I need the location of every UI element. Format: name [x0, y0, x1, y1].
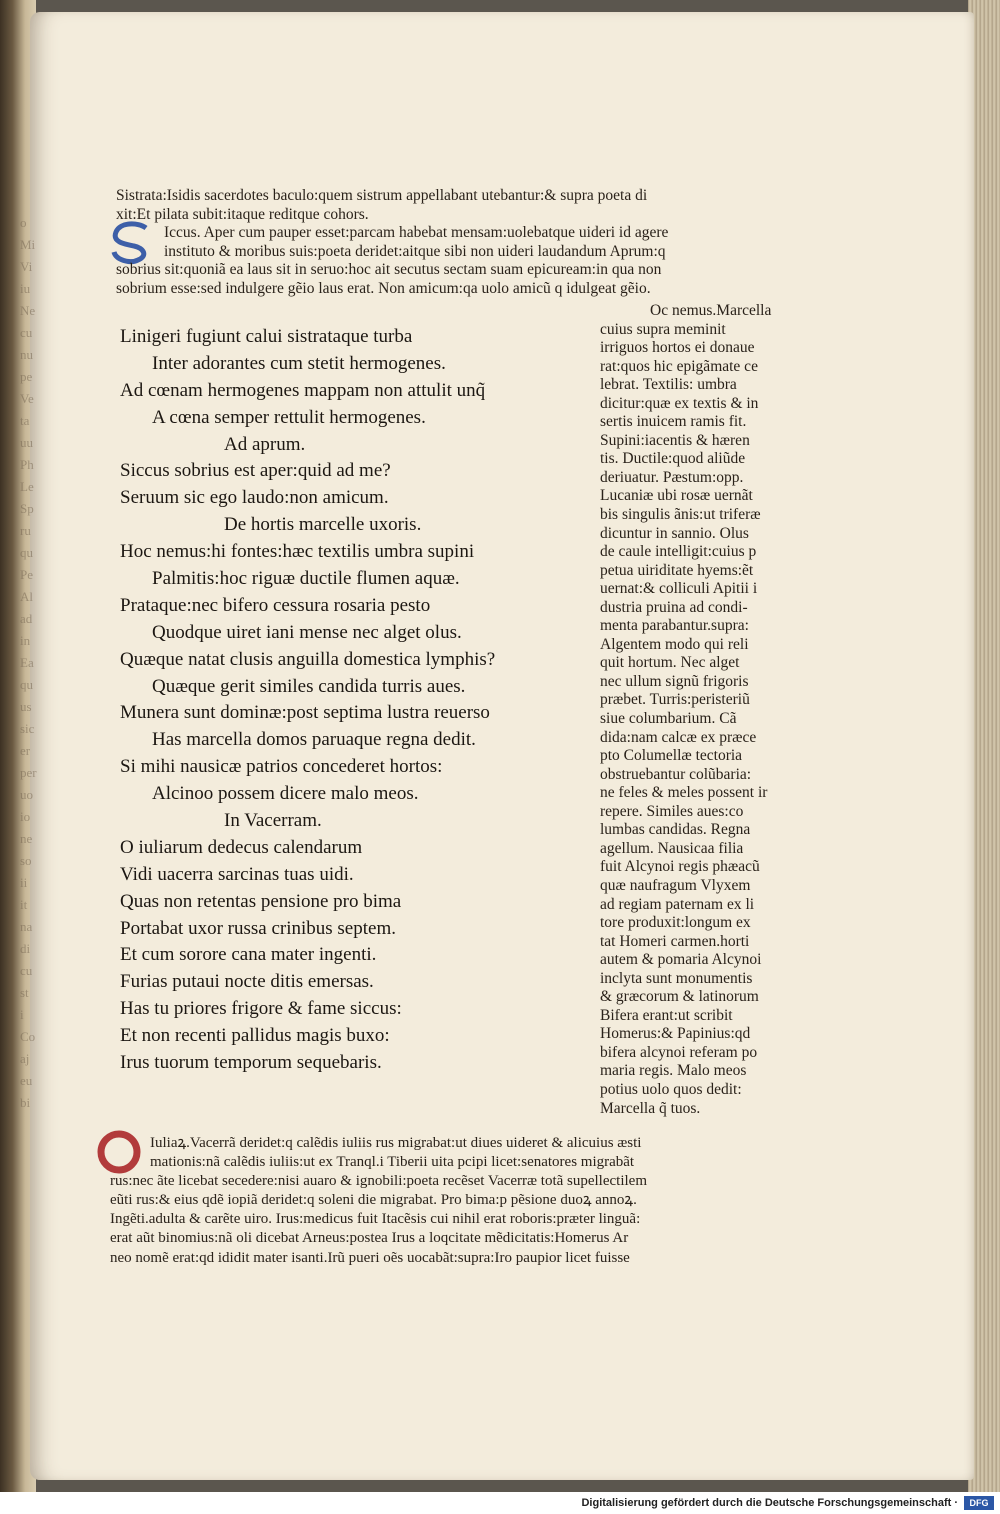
verso-fragment: per: [20, 765, 37, 780]
commentary-line: uernat:& colliculi Apitii i: [600, 580, 758, 598]
header-line: sobrius sit:quoniã ea laus sit in seruo:hoc ait secutus sectam suam epicuream:in qua non: [116, 261, 662, 278]
commentary-line: dustria pruina ad condi-: [600, 598, 748, 616]
commentary-line: & græcorum & latinorum: [600, 988, 759, 1006]
commentary-line: dicitur:quæ ex textis & in: [600, 394, 759, 412]
poem-line: Has marcella domos paruaque regna dedit.: [152, 729, 476, 751]
commentary-line: autem & pomaria Alcynoi: [600, 951, 762, 969]
verso-fragment: ad: [20, 611, 33, 626]
commentary-line: repere. Similes aues:co: [600, 802, 744, 820]
poem-line: Munera sunt dominæ:post septima lustra reuerso: [120, 702, 490, 724]
verso-fragment: Ne: [20, 303, 36, 318]
poem-line: Linigeri fugiunt calui sistrataque turba: [120, 326, 413, 347]
poem-line: Et non recenti pallidus magis buxo:: [120, 1025, 390, 1047]
verso-fragment: Ve: [20, 391, 34, 406]
verso-fragment: di: [20, 941, 31, 956]
verso-fragment: ii: [20, 875, 28, 890]
header-commentary: [116, 187, 816, 298]
verso-fragment: io: [20, 809, 31, 824]
credit-text: Digitalisierung gefördert durch die Deutsche Forschungsgemeinschaft ·: [581, 1497, 958, 1509]
commentary-line: menta parabantur.supra:: [600, 617, 749, 635]
commentary-line: fuit Alcynoi regis phæacũ: [600, 858, 760, 876]
verso-fragment: iu: [20, 281, 31, 296]
commentary-line: nec ullum signũ frigoris: [600, 672, 749, 690]
verso-fragment: in: [20, 633, 31, 648]
commentary-line: potius uolo quos dedit:: [600, 1080, 742, 1098]
verso-fragment: nu: [20, 347, 33, 362]
poem-line: O iuliarum dedecus calendarum: [120, 836, 363, 858]
commentary-line: Marcella q̃ tuos.: [600, 1099, 701, 1117]
commentary-line: deriuatur. Pæstum:opp.: [600, 468, 744, 486]
commentary-line: irriguos hortos ei donaue: [600, 339, 755, 357]
poem-line: Siccus sobrius est aper:quid ad me?: [120, 460, 391, 482]
header-line: xit:Et pilata subit:itaque reditque cohors.: [116, 205, 369, 223]
poem-line: Has tu priores frigore & fame siccus:: [120, 998, 402, 1020]
verso-fragment: ru: [20, 523, 31, 538]
commentary-line: sertis inuicem ramis fit.: [600, 413, 747, 431]
poem-line: Alcinoo possem dicere malo meos.: [152, 783, 419, 805]
poem-line: Et cum sorore cana mater ingenti.: [120, 944, 377, 966]
verso-fragment: so: [20, 853, 32, 868]
poem-line: Vidi uacerra sarcinas tuas uidi.: [120, 863, 354, 885]
commentary-line: pto Columellæ tectoria: [600, 747, 743, 765]
commentary-line: ad regiam paternam ex li: [600, 895, 755, 913]
verso-fragment: sic: [20, 721, 35, 736]
poem-line: Palmitis:hoc riguæ ductile flumen aquæ.: [152, 568, 460, 590]
commentary-line: cuius supra meminit: [600, 320, 726, 338]
verso-fragment: Le: [20, 479, 34, 494]
verso-fragment: pe: [20, 369, 33, 384]
poem-line: Si mihi nausicæ patrios concederet hortos:: [120, 756, 443, 778]
commentary-line: de caule intelligit:cuius p: [600, 543, 757, 561]
verso-fragment: ta: [20, 413, 30, 428]
book-page: [20, 12, 974, 1480]
commentary-line: bis singulis ãnis:ut triferæ: [600, 506, 761, 524]
commentary-line: tore produxit:longum ex: [600, 914, 751, 932]
header-line: Iccus. Aper cum pauper esset:parcam habebat mensam:uolebatque uideri id agere: [164, 224, 669, 241]
verso-fragment: ne: [20, 831, 33, 846]
commentary-line: rat:quos hic epigãmate ce: [600, 357, 758, 375]
poem-line: Prataque:nec bifero cessura rosaria pesto: [120, 594, 431, 616]
verso-fragment: eu: [20, 1073, 33, 1088]
verso-bleed-through: [20, 212, 82, 1132]
verso-fragment: uu: [20, 435, 33, 450]
verso-fragment: st: [20, 985, 29, 1000]
poem-line: Quodque uiret iani mense nec alget olus.: [152, 621, 462, 643]
commentary-line: præbet. Turris:peristeriũ: [600, 691, 750, 709]
poem-text: [120, 324, 590, 1077]
poem-line: Quæque gerit similes candida turris aues.: [152, 675, 466, 697]
poem-line: A cœna semper rettulit hermogenes.: [152, 406, 426, 428]
commentary-line: tis. Ductile:quod aliũde: [600, 450, 746, 468]
commentary-line: obstruebantur colũbaria:: [600, 765, 752, 783]
commentary-line: siue columbarium. Cã: [600, 710, 737, 728]
bottom-commentary-line: Iuliaꝝ.Vacerrã deridet:q calẽdis iuliis rus migrabat:ut diues uideret & alicuius æsti: [150, 1135, 642, 1151]
poem-line: Portabat uxor russa crinibus septem.: [120, 917, 396, 939]
commentary-line: agellum. Nausicaa filia: [600, 839, 744, 857]
verso-fragment: cu: [20, 963, 33, 978]
side-commentary: [600, 302, 810, 1118]
poem-line: Inter adorantes cum stetit hermogenes.: [152, 352, 446, 374]
commentary-line: ne feles & meles possent ir: [600, 784, 768, 802]
bottom-commentary-line: eũti rus:& eius qdẽ iopiã deridet:q soleni die migrabat. Pro bima:p pẽsione duoꝝ annoꝝ.: [110, 1192, 637, 1209]
poem-line: Ad cœnam hermogenes mappam non attulit unq̃: [120, 379, 486, 401]
verso-fragment: qu: [20, 677, 33, 692]
verso-fragment: Pe: [20, 567, 33, 582]
verso-fragment: Vi: [20, 259, 33, 274]
verso-fragment: qu: [20, 545, 33, 560]
commentary-line: maria regis. Malo meos: [600, 1062, 747, 1080]
verso-fragment: us: [20, 699, 32, 714]
verso-fragment: o: [20, 215, 27, 230]
verso-fragment: na: [20, 919, 33, 934]
verso-fragment: Mi: [20, 237, 36, 252]
commentary-line: Bifera erant:ut scribit: [600, 1006, 733, 1024]
commentary-line: Lucaniæ ubi rosæ uernãt: [600, 487, 753, 505]
header-line: instituto & moribus suis:poeta deridet:aitque sibi non uideri laudandum Aprum:q: [164, 242, 666, 260]
commentary-line: tat Homeri carmen.horti: [600, 932, 750, 950]
commentary-line: Algentem modo qui reli: [600, 635, 749, 653]
verso-fragment: cu: [20, 325, 33, 340]
poem-line: Furias putaui nocte ditis emersas.: [120, 971, 374, 993]
verso-fragment: Ph: [20, 457, 34, 472]
poem-heading: In Vacerram.: [224, 810, 322, 832]
commentary-line: Homerus:& Papinius:qd: [600, 1025, 751, 1043]
bottom-commentary-line: neo nomẽ erat:qd ididit mater isanti.Irũ pueri oẽs uocabãt:supra:Iro paupior licet fuisse: [110, 1249, 630, 1266]
commentary-line: inclyta sunt monumentis: [600, 969, 753, 987]
verso-fragment: aj: [20, 1051, 30, 1066]
commentary-line: lebrat. Textilis: umbra: [600, 376, 737, 394]
commentary-line: dida:nam calcæ ex præce: [600, 728, 757, 746]
bottom-commentary-line: mationis:nã calẽdis iuliis:ut ex Tranql.i Tiberii uita pcipi licet:senatores migrabãt: [150, 1154, 635, 1171]
verso-fragment: i: [20, 1007, 24, 1022]
bottom-commentary-line: Ingẽti.adulta & carẽte uiro. Irus:medicus fuit Itacẽsis cui nihil erat roboris:præter linguã:: [110, 1211, 641, 1228]
footer-bar: [0, 1492, 1000, 1514]
poem-heading: Ad aprum.: [224, 433, 306, 455]
header-line: sobrium esse:sed indulgere gẽio laus erat. Non amicum:qa uolo amicũ q idulgeat gẽio.: [116, 279, 651, 297]
poem-line: Hoc nemus:hi fontes:hæc textilis umbra supini: [120, 541, 475, 563]
dfg-logo: DFG: [964, 1496, 994, 1510]
commentary-line: Supini:iacentis & hæren: [600, 431, 750, 449]
poem-heading: De hortis marcelle uxoris.: [224, 514, 422, 536]
commentary-line: Oc nemus.Marcella: [650, 302, 772, 319]
bottom-commentary: [110, 1134, 810, 1268]
verso-fragment: Sp: [20, 501, 34, 516]
bottom-commentary-line: rus:nec ãte licebat secedere:nisi auaro & ignobili:poeta recẽset Vacerræ totã supellectilem: [110, 1173, 647, 1190]
commentary-line: petua uiriditate hyems:ẽt: [600, 561, 754, 579]
verso-fragment: Co: [20, 1029, 36, 1044]
poem-line: Quas non retentas pensione pro bima: [120, 890, 402, 912]
verso-fragment: er: [20, 743, 31, 758]
verso-fragment: uo: [20, 787, 33, 802]
commentary-line: lumbas candidas. Regna: [600, 821, 751, 839]
verso-fragment: Al: [20, 589, 33, 604]
verso-fragment: it: [20, 897, 28, 912]
commentary-line: quæ naufragum Vlyxem: [600, 876, 751, 894]
verso-fragment: bi: [20, 1095, 31, 1110]
commentary-line: dicuntur in sannio. Olus: [600, 524, 749, 542]
poem-line: Quæque natat clusis anguilla domestica lymphis?: [120, 648, 496, 670]
bottom-commentary-line: erat aũt binomius:nã oli dicebat Arneus:postea Irus a loqcitate mẽdicitatis:Homerus Ar: [110, 1230, 629, 1247]
poem-line: Seruum sic ego laudo:non amicum.: [120, 487, 389, 509]
poem-line: Irus tuorum temporum sequebaris.: [120, 1052, 382, 1074]
header-line: Sistrata:Isidis sacerdotes baculo:quem sistrum appellabant utebantur:& supra poeta di: [116, 187, 648, 204]
commentary-line: bifera alcynoi referam po: [600, 1043, 758, 1061]
verso-fragment: Ea: [20, 655, 34, 670]
commentary-line: quit hortum. Nec alget: [600, 654, 740, 672]
